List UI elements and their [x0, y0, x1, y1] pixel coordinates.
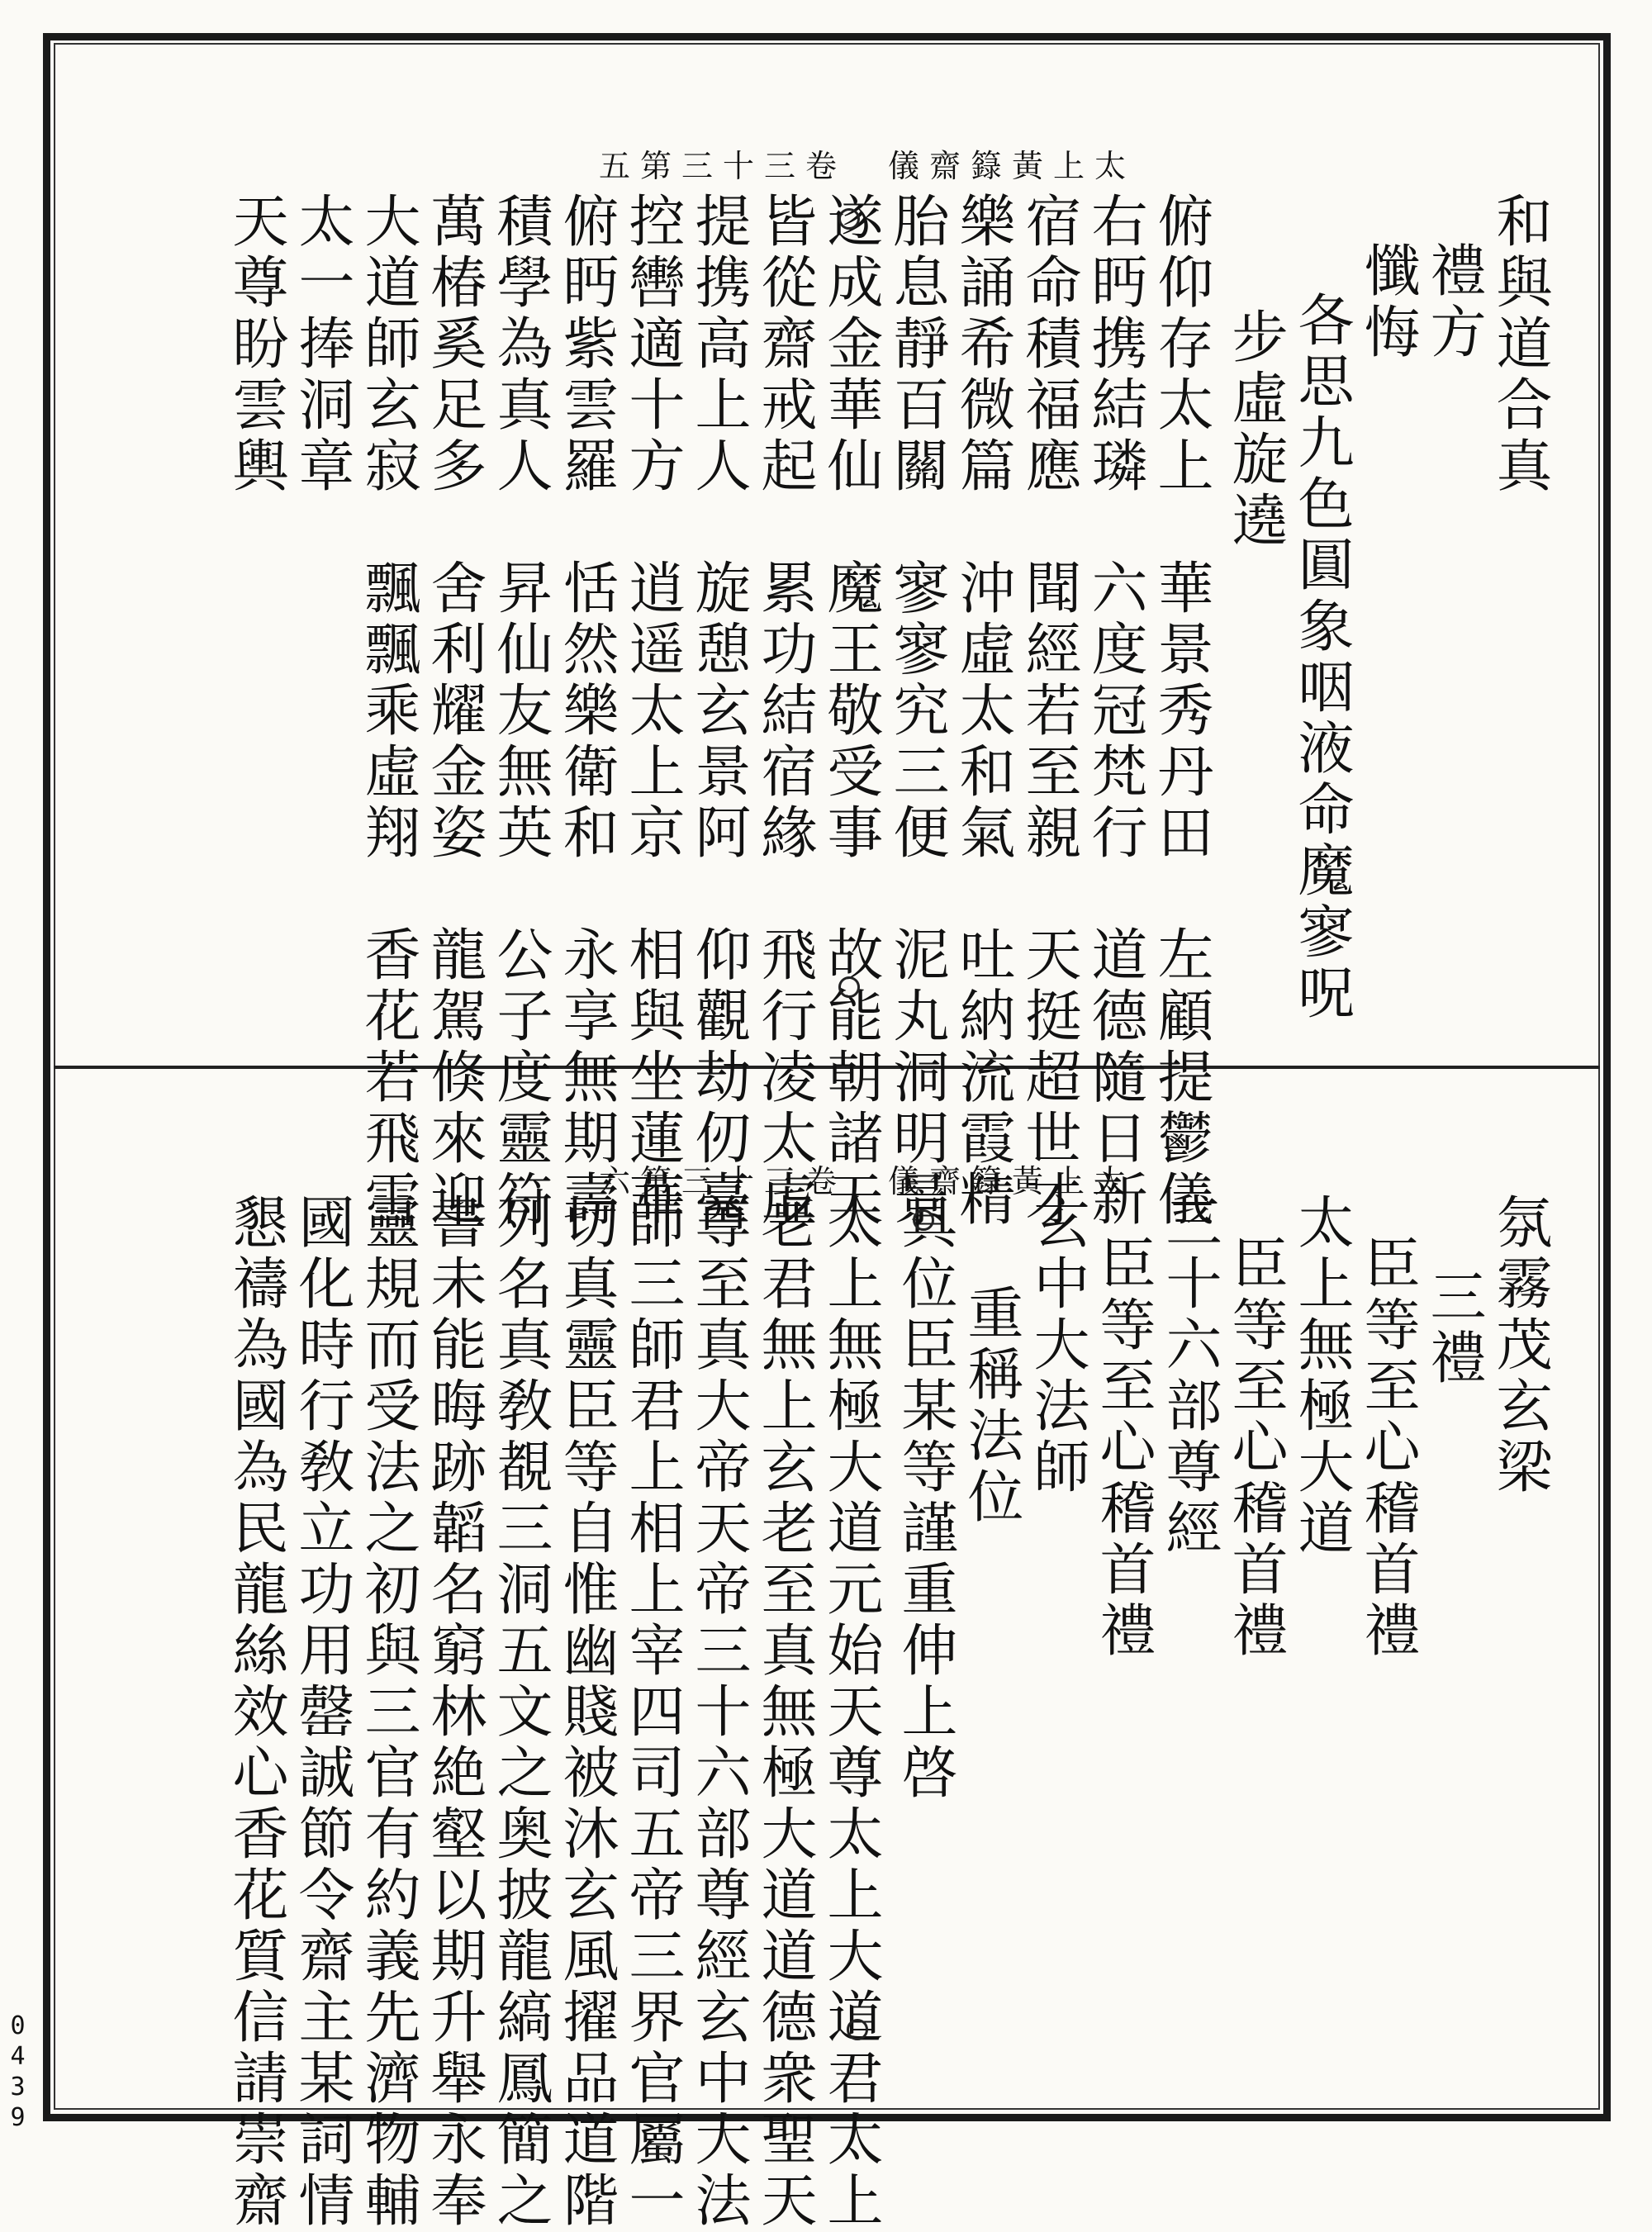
bottom-col-16: 列名真敎覩三洞五文之奥披龍縞鳳簡之 — [487, 1193, 553, 2232]
top-col-8: 宿命積福應 聞經若至親 天挺超世才 — [1016, 192, 1081, 1231]
bottom-col-4: 太上無極大道 — [1289, 1193, 1354, 1560]
bottom-col-9: 重稱法位 — [958, 1284, 1023, 1528]
top-col-2: 禮方 — [1421, 241, 1486, 363]
page-number: 0439 — [3, 2011, 32, 2134]
bottom-col-12: 老君無上玄老至真無極大道道德衆聖天 — [752, 1193, 817, 2232]
top-col-17: 萬椿奚足多 舍利耀金姿 龍駕倏來迎 — [421, 192, 487, 1231]
bottom-col-1: 氛霧茂玄梁 — [1487, 1193, 1552, 1498]
circle-mark — [847, 2019, 868, 2040]
top-col-7: 右眄携結璘 六度冠梵行 道德隨日新 — [1082, 192, 1147, 1231]
bottom-col-10: 具位臣某等謹重伸上啓 — [892, 1193, 957, 1804]
top-col-20: 天尊盼雲輿 — [223, 192, 288, 497]
top-col-12: 皆從齋戒起 累功結宿緣 飛行凌太虛 — [752, 192, 817, 1231]
top-col-19: 太一捧洞章 — [289, 192, 354, 497]
top-col-13: 提携高上人 旋憩玄景阿 仰觀劫仞臺 — [686, 192, 751, 1231]
top-col-10: 胎息靜百關 寥寥究三便 泥丸洞明景 — [884, 192, 949, 1231]
bottom-col-5: 臣等至心稽首禮 — [1222, 1234, 1288, 1662]
top-col-15: 俯眄紫雲羅 恬然樂衛和 永享無期壽 — [553, 192, 619, 1231]
bottom-col-15: 切真靈臣等自惟幽賤被沐玄風擢品道階 — [553, 1193, 619, 2232]
circle-mark — [838, 976, 860, 998]
top-col-16: 積學為真人 昇仙友無英 公子度靈符 — [487, 192, 553, 1231]
bottom-col-14: 師三師君上相上宰四司五帝三界官屬一 — [620, 1193, 685, 2232]
bottom-panel — [54, 1069, 1600, 2232]
top-col-9: 樂誦希微篇 沖虛太和氣 吐納流霞精 — [950, 192, 1015, 1231]
bottom-col-18: 靈規而受法之初與三官有約義先濟物輔 — [355, 1193, 420, 2232]
bottom-col-17: 書未能晦跡韜名窮林絶壑以期升舉永奉 — [421, 1193, 487, 2232]
circle-mark — [838, 208, 860, 230]
top-col-6: 俯仰存太上 華景秀丹田 左顧提鬱儀 — [1148, 192, 1213, 1231]
top-running-title: 太上黃籙齋儀 卷三十三第五 — [599, 148, 1137, 184]
top-col-1: 和與道合真 — [1487, 192, 1552, 497]
top-col-5: 步虛旋遶 — [1222, 307, 1288, 552]
bottom-col-19: 國化時行敎立功用罄誠節令齋主某詞情 — [289, 1193, 354, 2232]
bottom-col-20: 懇禱為國為民龍絲效心香花質信請崇齋 — [223, 1193, 288, 2232]
circle-mark — [913, 1209, 934, 1231]
bottom-col-6: 三十六部尊經 — [1156, 1193, 1222, 1560]
bottom-col-11: 太上無極大道元始天尊太上大道君太上 — [818, 1193, 883, 2232]
bottom-col-7: 臣等至心稽首禮 — [1090, 1234, 1156, 1662]
top-col-3: 懺悔 — [1355, 241, 1420, 363]
top-col-11: 遂成金華仙 魔王敬受事 故能朝諸天 — [818, 192, 883, 1231]
bottom-col-2: 三禮 — [1421, 1267, 1486, 1389]
bottom-col-3: 臣等至心稽首禮 — [1355, 1234, 1420, 1662]
bottom-running-title: 太上黃籙齋儀 卷三十三第六 — [599, 1163, 1137, 1199]
top-col-4: 各思九色圓象咽液命魔寥呪 — [1289, 291, 1354, 1024]
bottom-col-8: 玄中大法師 — [1024, 1193, 1089, 1498]
top-col-14: 控轡適十方 逍遥太上京 相與坐蓮華 — [620, 192, 685, 1231]
top-col-18: 大道師玄寂 飄飄乘虛翔 香花若飛雪 — [355, 192, 420, 1231]
bottom-col-13: 尊至真大帝天帝三十六部尊經玄中大法 — [686, 1193, 751, 2232]
